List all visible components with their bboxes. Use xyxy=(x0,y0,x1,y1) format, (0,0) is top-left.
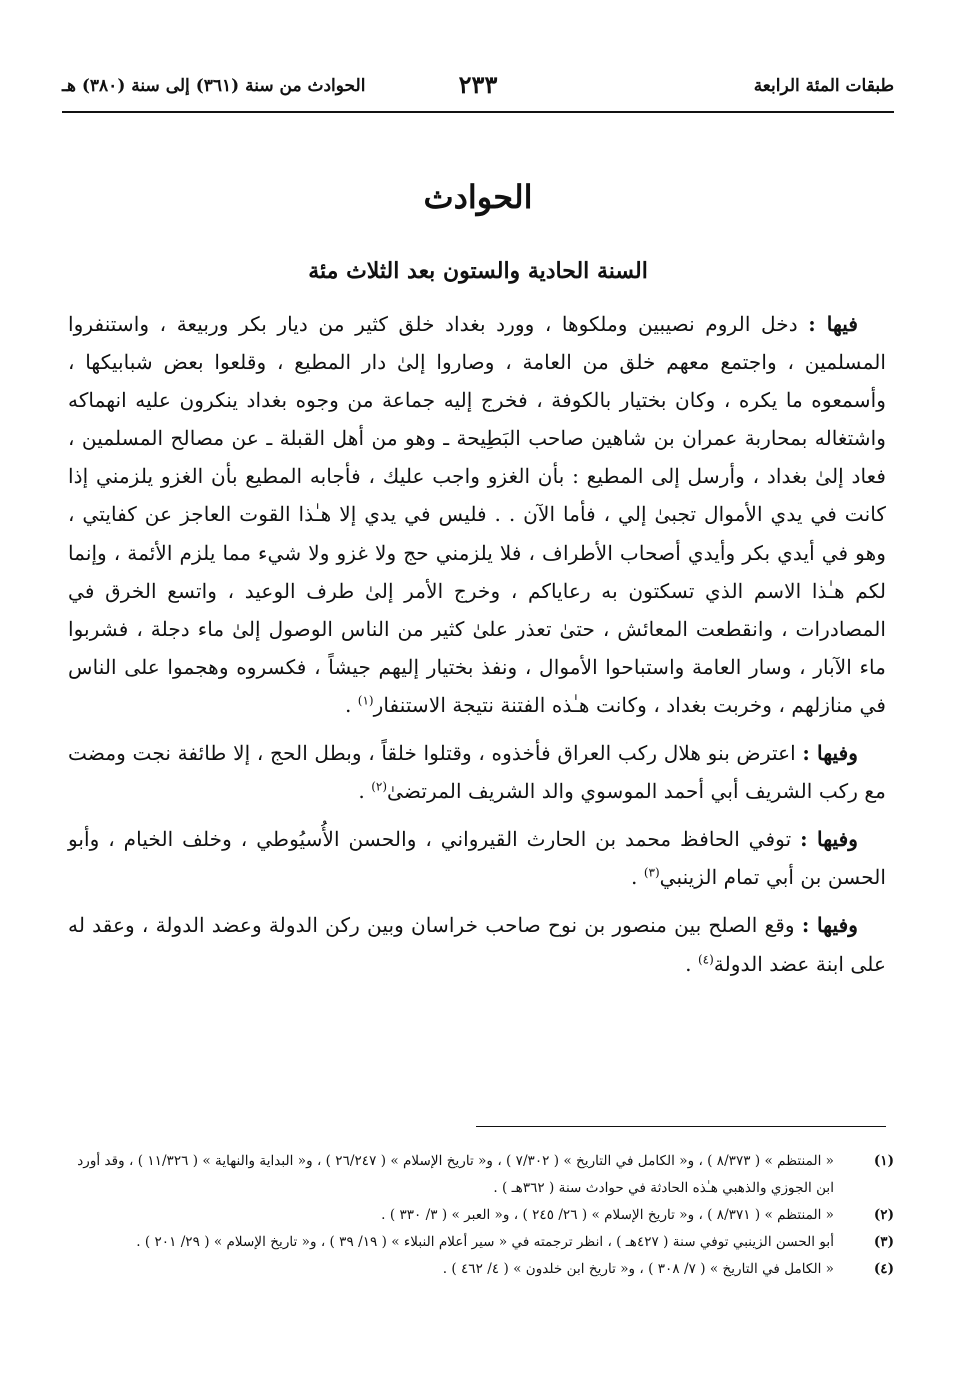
footnote-text: « المنتظم » ( ٨/٣٧١ ) ، و« تاريخ الإسلام » ( ٢٦/ ٢٤٥ ) ، و« العبر » ( ٣/ ٣٣٠ ) . xyxy=(381,1207,834,1223)
paragraph-lead: فيها : xyxy=(808,312,858,336)
paragraph-tail: . xyxy=(630,865,644,890)
footnote xyxy=(68,1202,894,1229)
footnote-text: « الكامل في التاريخ » ( ٧/ ٣٠٨ ) ، و« تاريخ ابن خلدون » ( ٤/ ٤٦٢ ) . xyxy=(442,1261,834,1277)
running-header xyxy=(62,70,894,110)
footnote-number: (١) xyxy=(873,1153,894,1169)
paragraph-text: اعترض بنو هلال ركب العراق فأخذوه ، وقتلوا خلقاً ، وبطل الحج ، إلا طائفة نجت ومضت مع ركب الشريف أبي أحمد الموسوي والد الشريف المرتضىٰ xyxy=(68,741,886,804)
footnote-text: أبو الحسن الزينبي توفي سنة ( ٤٢٧هـ ) ، انظر ترجمته في « سير أعلام النبلاء » ( ١٩/ ٣٩ ) ، و« تاريخ الإسلام » ( ٢٩/ ٢٠١ ) . xyxy=(136,1234,834,1250)
main-text xyxy=(68,305,886,993)
paragraph-tail: . xyxy=(344,692,358,717)
footnote xyxy=(68,1229,894,1256)
page-number: ٢٣٣ xyxy=(458,70,498,99)
paragraph-text: توفي الحافظ محمد بن الحارث القيرواني ، والحسن الأُسيُوطي ، وخلف الخيام ، وأبو الحسن بن أبي تمام الزينبي xyxy=(68,827,886,890)
paragraph-tail: . xyxy=(358,779,372,804)
header-chapter-range: الحوادث من سنة (٣٦١) إلى سنة (٣٨٠) هـ xyxy=(62,76,366,96)
paragraph-text: وقع الصلح بين منصور بن نوح صاحب خراسان وبين ركن الدولة وعضد الدولة ، وعقد له على ابنة عضد الدولة xyxy=(68,913,886,976)
chapter-title: الحوادث xyxy=(423,178,533,216)
footnote-text: « المنتظم » ( ٨/٣٧٣ ) ، و« الكامل في التاريخ » ( ٧/٣٠٢ ) ، و« تاريخ الإسلام » ( ٢٦/٢٤٧ ) ، و« البداية والنهاية » ( ١١/٣٢٦ ) ، وقد أورد ابن الجوزي والذهبي هـٰذه الحادثة في حوادث سنة ( ٣٦٢هـ ) . xyxy=(77,1153,834,1196)
section-subtitle: السنة الحادية والستون بعد الثلاث مئة xyxy=(308,258,648,284)
footnote-number: (٤) xyxy=(873,1261,894,1277)
footnote-ref[interactable]: (٤) xyxy=(697,951,714,966)
paragraph-lead: وفيها : xyxy=(802,741,858,766)
paragraph xyxy=(68,906,886,982)
paragraph-lead: وفيها : xyxy=(800,827,858,852)
paragraph xyxy=(68,734,886,810)
footnote-number: (٢) xyxy=(873,1207,894,1223)
footnote xyxy=(68,1148,894,1202)
header-section-title: طبقات المئة الرابعة xyxy=(753,76,894,96)
paragraph xyxy=(68,305,886,724)
footnote-ref[interactable]: (٣) xyxy=(643,865,660,880)
paragraph-lead: وفيها : xyxy=(801,913,858,938)
footnote-separator xyxy=(476,1126,886,1127)
paragraph-tail: . xyxy=(685,951,698,976)
footnote-ref[interactable]: (٢) xyxy=(371,779,388,794)
header-rule xyxy=(62,111,894,113)
paragraph-text: دخل الروم نصيبين وملكوها ، وورد بغداد خلق كثير من ديار بكر وربيعة ، واستنفروا المسلمين ، واجتمع معهم خلق من العامة ، وصاروا إلىٰ دار المطيع ، وقلعوا بعض شبابيكها ، وأسمعوه ما يكره ، وكان بختيار بالكوفة ، فخرج إليه جماعة من وجوه بغداد ينكرون عليه انهماكه واشتغاله بمحاربة عمران بن شاهين صاحب البَطِيحة ـ وهو من أهل القبلة ـ عن مصالح المسلمين ، فعاد إلىٰ بغداد ، وأرسل إلى المطيع : بأن الغزو واجب عليك ، فأجابه المطيع بأن الغزو يلزمني إذا كانت في يدي الأموال تجبىٰ إلي ، فأما الآن . . فليس في يدي إلا هـٰذا القوت العاجز عن كفايتي ، وهو في أيدي بكر وأيدي أصحاب الأطراف ، فلا يلزمني حج ولا غزو ولا شيء مما يلزم الأئمة ، وإنما لكم هـٰذا الاسم الذي تسكتون به رعاياكم ، وخرج الأمر إلىٰ طرف الوعيد ، واتسع الخرق في المصادرات ، وانقطعت المعائش ، حتىٰ تعذر علىٰ كثير من الناس الوصول إلىٰ ماء دجلة ، فشربوا ماء الآبار ، وسار العامة واستباحوا الأموال ، ونفذ بختيار إليهم جيشاً ، فكسروه وهجموا على الناس في منازلهم ، وخربت بغداد ، وكانت هـٰذه الفتنة نتيجة الاستنفار xyxy=(68,312,886,717)
footnotes xyxy=(68,1148,894,1283)
footnote xyxy=(68,1256,894,1283)
footnote-ref[interactable]: (١) xyxy=(357,693,374,708)
footnote-number: (٣) xyxy=(873,1234,894,1250)
paragraph xyxy=(68,820,886,896)
